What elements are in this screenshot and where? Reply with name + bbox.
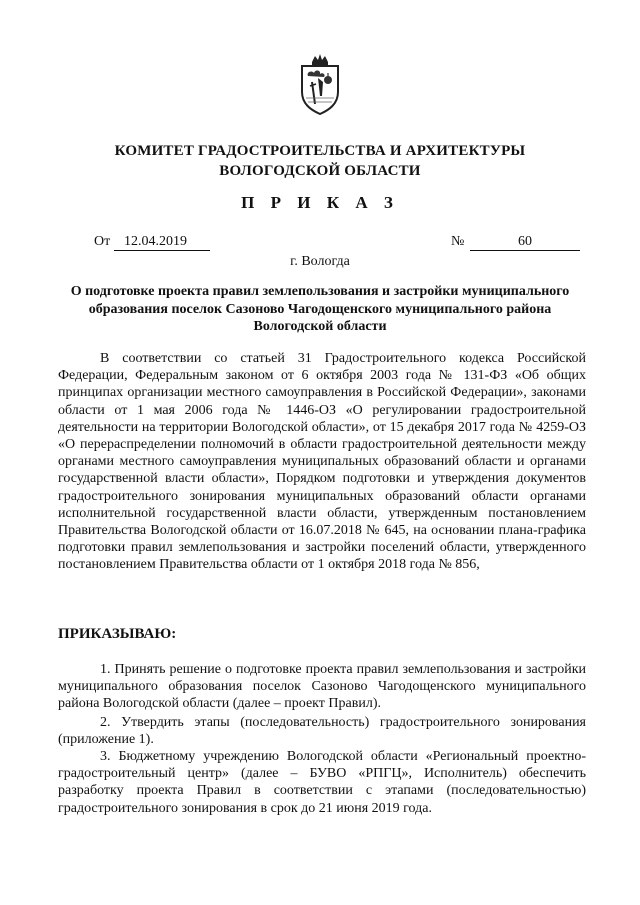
document-type: П Р И К А З xyxy=(241,193,399,212)
date-label: От xyxy=(94,234,111,249)
document-number: 60 xyxy=(518,234,532,249)
document-subject: О подготовке проекта правил землепользования и застройки муниципального образования поселок Сазоново Чагодощенского муниципального района Вологодской области xyxy=(70,284,570,334)
order-item-3: 3. Бюджетному учреждению Вологодской области «Региональный проектно-градостроительный центр» (далее – БУВО «РПГЦ», Исполнитель) обеспечить разработку проекта Правил в соответствии с этапами (последовательностью) градостроительного зонирования в срок до 21 июня 2019 года. xyxy=(58,749,586,816)
number-underline xyxy=(470,250,580,251)
city: г. Вологда xyxy=(290,254,350,269)
preamble-paragraph: В соответствии со статьей 31 Градостроительного кодекса Российской Федерации, Федеральным законом от 6 октября 2003 года № 131-ФЗ «Об общих принципах организации местного самоуправления в Российской Федерации», законами области от 1 мая 2006 года № 1446-ОЗ «О регулировании градостроительной деятельности на территории Вологодской области», от 15 декабря 2017 года № 4259-ОЗ «О перераспределении полномочий в области градостроительной деятельности между органами местного самоуправления муниципальных образований области и органами государственной власти области», Порядком подготовки и утверждения документов градостроительного зонирования муниципальных образований области органами исполнительной государственной власти области, утвержденным постановлением Правительства Вологодской области от 16.07.2018 № 645, на основании плана-графика подготовки правил землепользования и застройки поселений области, утвержденного постановлением Правительства области от 1 октября 2018 года № 856, xyxy=(58,351,586,573)
organization-name-line2: ВОЛОГОДСКОЙ ОБЛАСТИ xyxy=(219,163,421,179)
organization-name-line1: КОМИТЕТ ГРАДОСТРОИТЕЛЬСТВА И АРХИТЕКТУРЫ xyxy=(114,143,526,159)
coat-of-arms-icon xyxy=(296,52,344,116)
document-date: 12.04.2019 xyxy=(124,234,187,249)
order-item-1: 1. Принять решение о подготовке проекта правил землепользования и застройки муниципального образования поселок Сазоново Чагодощенского муниципального района Вологодской области (далее – проект Правил). xyxy=(58,662,586,712)
number-label: № xyxy=(451,234,465,249)
order-item-2: 2. Утвердить этапы (последовательность) градостроительного зонирования (приложение 1). xyxy=(58,715,586,748)
order-heading: ПРИКАЗЫВАЮ: xyxy=(58,626,177,642)
date-underline xyxy=(114,250,210,251)
